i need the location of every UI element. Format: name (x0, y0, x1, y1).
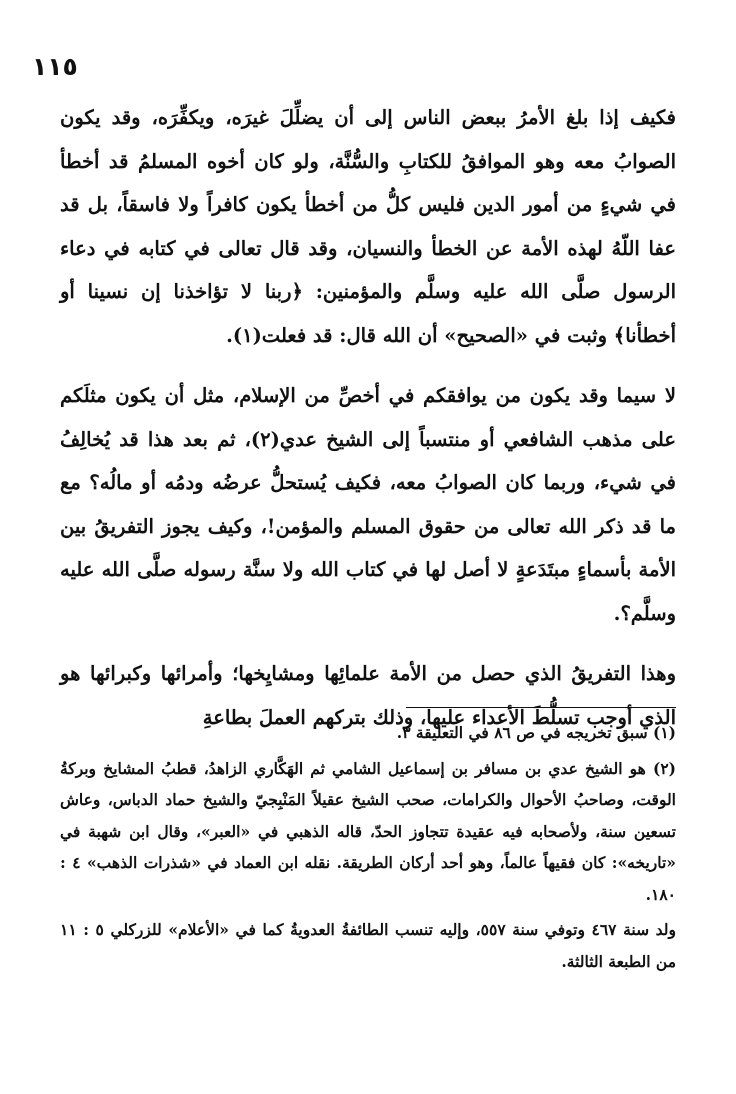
footnote-2-continuation: ولد سنة ٤٦٧ وتوفي سنة ٥٥٧، وإليه تنسب الطائفةُ العدويةُ كما في «الأعلام» للزركلي ٥ : ١١ من الطبعة الثالثة. (60, 920, 676, 971)
body-paragraph-1: فكيف إذا بلغ الأمرُ ببعض الناس إلى أن يضلِّلَ غيرَه، ويكفِّرَه، وقد يكون الصوابُ معه وهو الموافقُ للكتابِ والسُّنَّة، ولو كان أخوه المسلمُ قد أخطأ في شيءٍ من أمور الدين فليس كلُّ من أخطأ يكون كافراً ولا فاسقاً، بل قد عفا اللّهُ لهذه الأمة عن الخطأ والنسيان، وقد قال تعالى في كتابه في دعاء الرسول صلَّى الله عليه وسلَّم والمؤمنين: ﴿ربنا لا تؤاخذنا إن نسينا أو أخطأنا﴾ وثبت في «الصحيح» أن الله قال: قد فعلت(١). (60, 106, 676, 347)
main-text (60, 96, 676, 756)
footnote-separator (406, 707, 676, 708)
footnote-1: (١) سبق تخريجه في ص ٨٦ في التعليقة ٣. (396, 723, 676, 742)
page-number: ١١٥ (32, 52, 78, 81)
body-paragraph-3: وهذا التفريقُ الذي حصل من الأمة علمائِها ومشايِخها؛ وأمرائها وكبرائها هو الذي أوجب تسلُّطَ الأعداء عليها، وذلك بتركهم العملَ بطاعةِ (60, 662, 676, 729)
body-paragraph-2: لا سيما وقد يكون من يوافقكم في أخصِّ من الإسلام، مثل أن يكون مثلَكم على مذهب الشافعي أو منتسباً إلى الشيخ عدي(٢)، ثم بعد هذا قد يُخالِفُ في شيء، وربما كان الصوابُ معه، فكيف يُستحلُّ عرضُه ودمُه أو مالُه؟ مع ما قد ذكر الله تعالى من حقوق المسلم والمؤمن!، وكيف يجوز التفريقُ بين الأمة بأسماءٍ مبتَدَعةٍ لا أصل لها في كتاب الله ولا سنَّة رسوله صلَّى الله عليه وسلَّم؟. (60, 384, 676, 625)
footnotes (60, 717, 676, 981)
footnote-2: (٢) هو الشيخ عدي بن مسافر بن إسماعيل الشامي ثم الهَكَّاري الزاهدُ، قطبُ المشايخ وبركةُ الوقت، وصاحبُ الأحوال والكرامات، صحب الشيخ عقيلاً المَنْبِجيّ والشيخ حماد الدباس، وعاش تسعين سنة، ولأصحابه فيه عقيدة تتجاوز الحدّ، قاله الذهبي في «العبر»، وقال ابن شهبة في «تاريخه»: كان فقيهاً عالماً، وهو أحد أركان الطريقة. نقله ابن العماد في «شذرات الذهب» ٤ : ١٨٠. (60, 758, 676, 904)
